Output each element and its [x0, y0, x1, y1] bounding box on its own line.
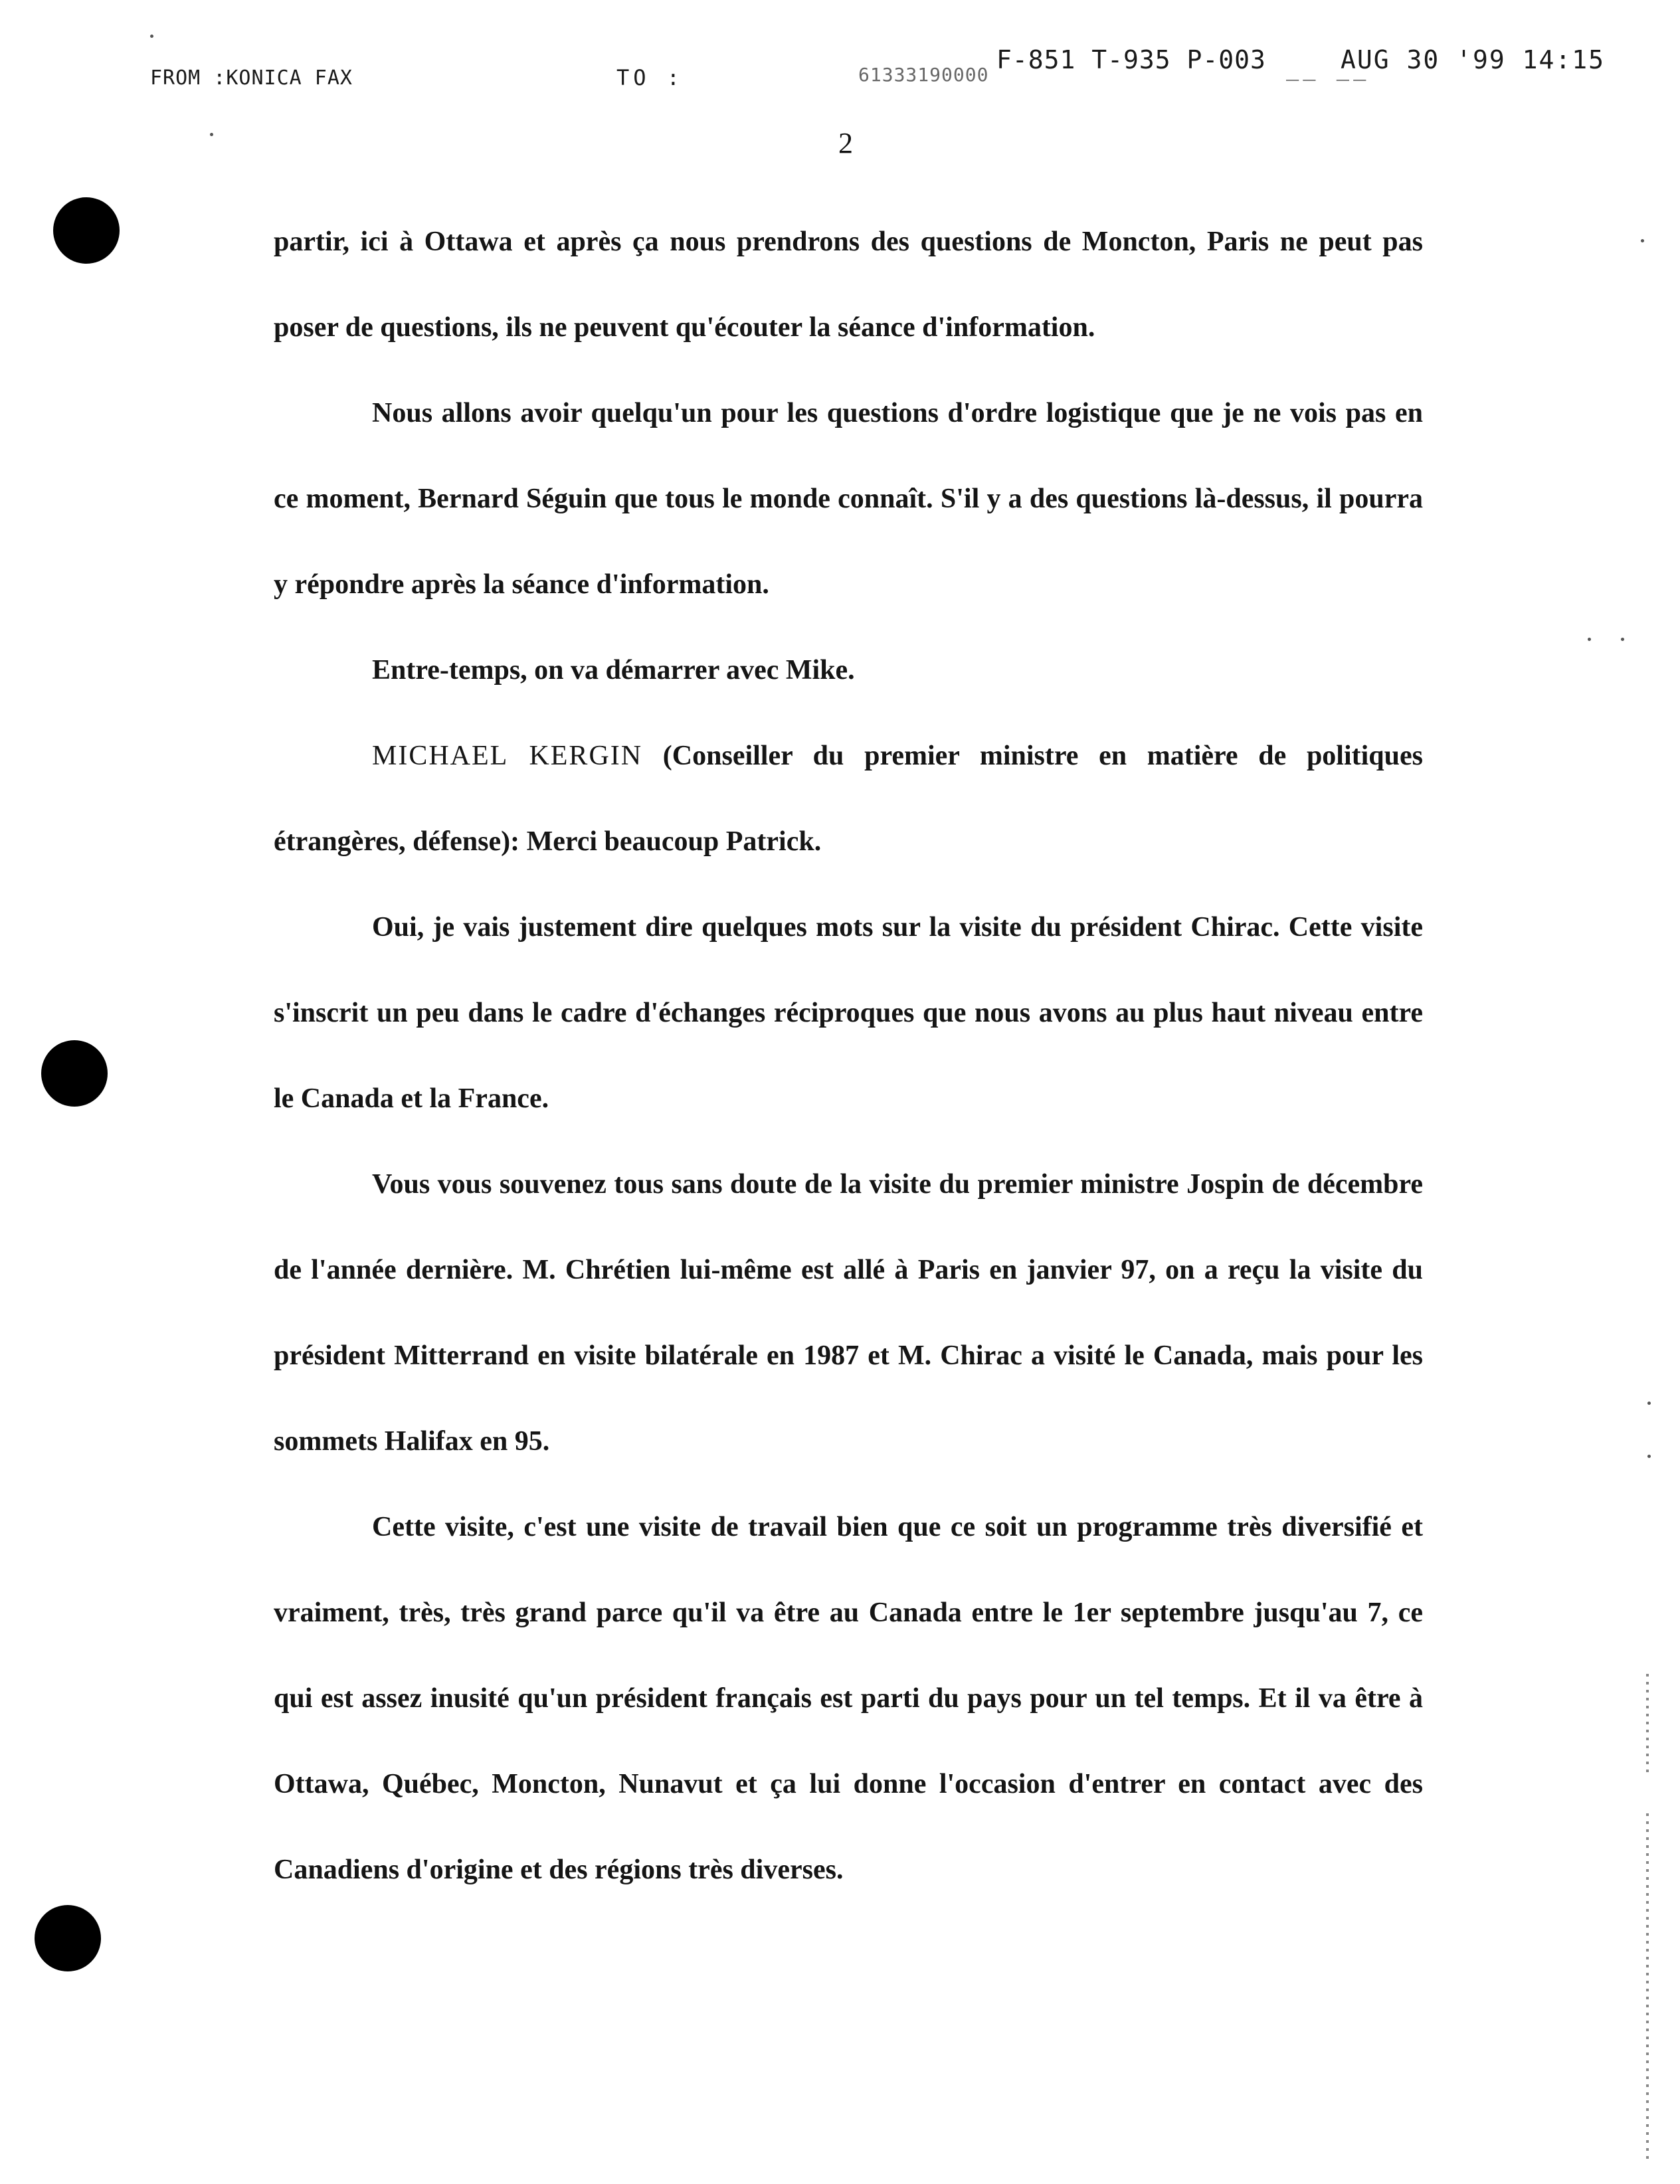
scan-speck: [1588, 638, 1591, 641]
punch-hole-middle: [41, 1040, 108, 1107]
scan-speck: [1647, 1455, 1651, 1458]
speaker-remarks: (Conseiller du premier ministre en matière de politiques étrangères, défense): Merci beaucoup Patrick.: [274, 741, 1423, 857]
paragraph: Oui, je vais justement dire quelques mots sur la visite du président Chirac. Cette visite s'inscrit un peu dans le cadre d'échanges réciproques que nous avons au plus haut niveau entre le Canada et la France.: [274, 912, 1423, 1114]
punch-hole-bottom: [35, 1905, 101, 1971]
scan-speck: [1621, 638, 1624, 641]
scan-speck: [1647, 1402, 1651, 1405]
scan-speck: [150, 35, 153, 38]
fax-dash-marks: __ __: [1286, 56, 1370, 81]
paragraph: Cette visite, c'est une visite de travail bien que ce soit un programme très diversifié et vraiment, très, très grand parce qu'il va être au Canada entre le 1er septembre jusqu'au 7, ce qui est assez inusité qu'un président français est parti du pays pour un tel temps. Et il va être à Ottawa, Québec, Moncton, Nunavut et ça lui donne l'occasion d'entrer en contact avec des Canadiens d'origine et des régions très diverses.: [274, 1512, 1423, 1885]
fax-number-partial: 61333190000: [858, 64, 989, 86]
paragraph: Vous vous souvenez tous sans doute de la visite du premier ministre Jospin de décembre de l'année dernière. M. Chrétien lui-même est allé à Paris en janvier 97, on a reçu la visite du président Mitterrand en visite bilatérale en 1987 et M. Chirac a visité le Canada, mais pour les sommets Halifax en 95.: [274, 1169, 1423, 1457]
transcript-body: [274, 199, 1423, 1913]
fax-to-line: TO :: [616, 65, 684, 90]
punch-hole-top: [53, 197, 120, 264]
paragraph: Nous allons avoir quelqu'un pour les questions d'ordre logistique que je ne vois pas en ce moment, Bernard Séguin que tous le monde connaît. S'il y a des questions là-dessus, il pourra y répondre après la séance d'information.: [274, 398, 1423, 600]
speaker-name: MICHAEL KERGIN: [372, 741, 643, 771]
page-number: 2: [838, 127, 853, 159]
scan-speck: [1641, 239, 1644, 242]
fax-header: [0, 0, 1680, 106]
fax-date-time: AUG 30 '99 14:15: [1341, 45, 1606, 74]
scan-edge-mark: [1646, 1674, 1649, 1774]
scan-speck: [210, 133, 213, 136]
fax-from-line: FROM :KONICA FAX: [150, 66, 353, 90]
scan-edge-mark: [1646, 1813, 1649, 2159]
paragraph: Entre-temps, on va démarrer avec Mike.: [372, 655, 855, 685]
speaker-paragraph: [274, 713, 1423, 885]
paragraph: partir, ici à Ottawa et après ça nous prendrons des questions de Moncton, Paris ne peut pas poser de questions, ils ne peuvent qu'écouter la séance d'information.: [274, 227, 1423, 343]
fax-transmission-code: F-851 T-935 P-003: [996, 45, 1266, 74]
